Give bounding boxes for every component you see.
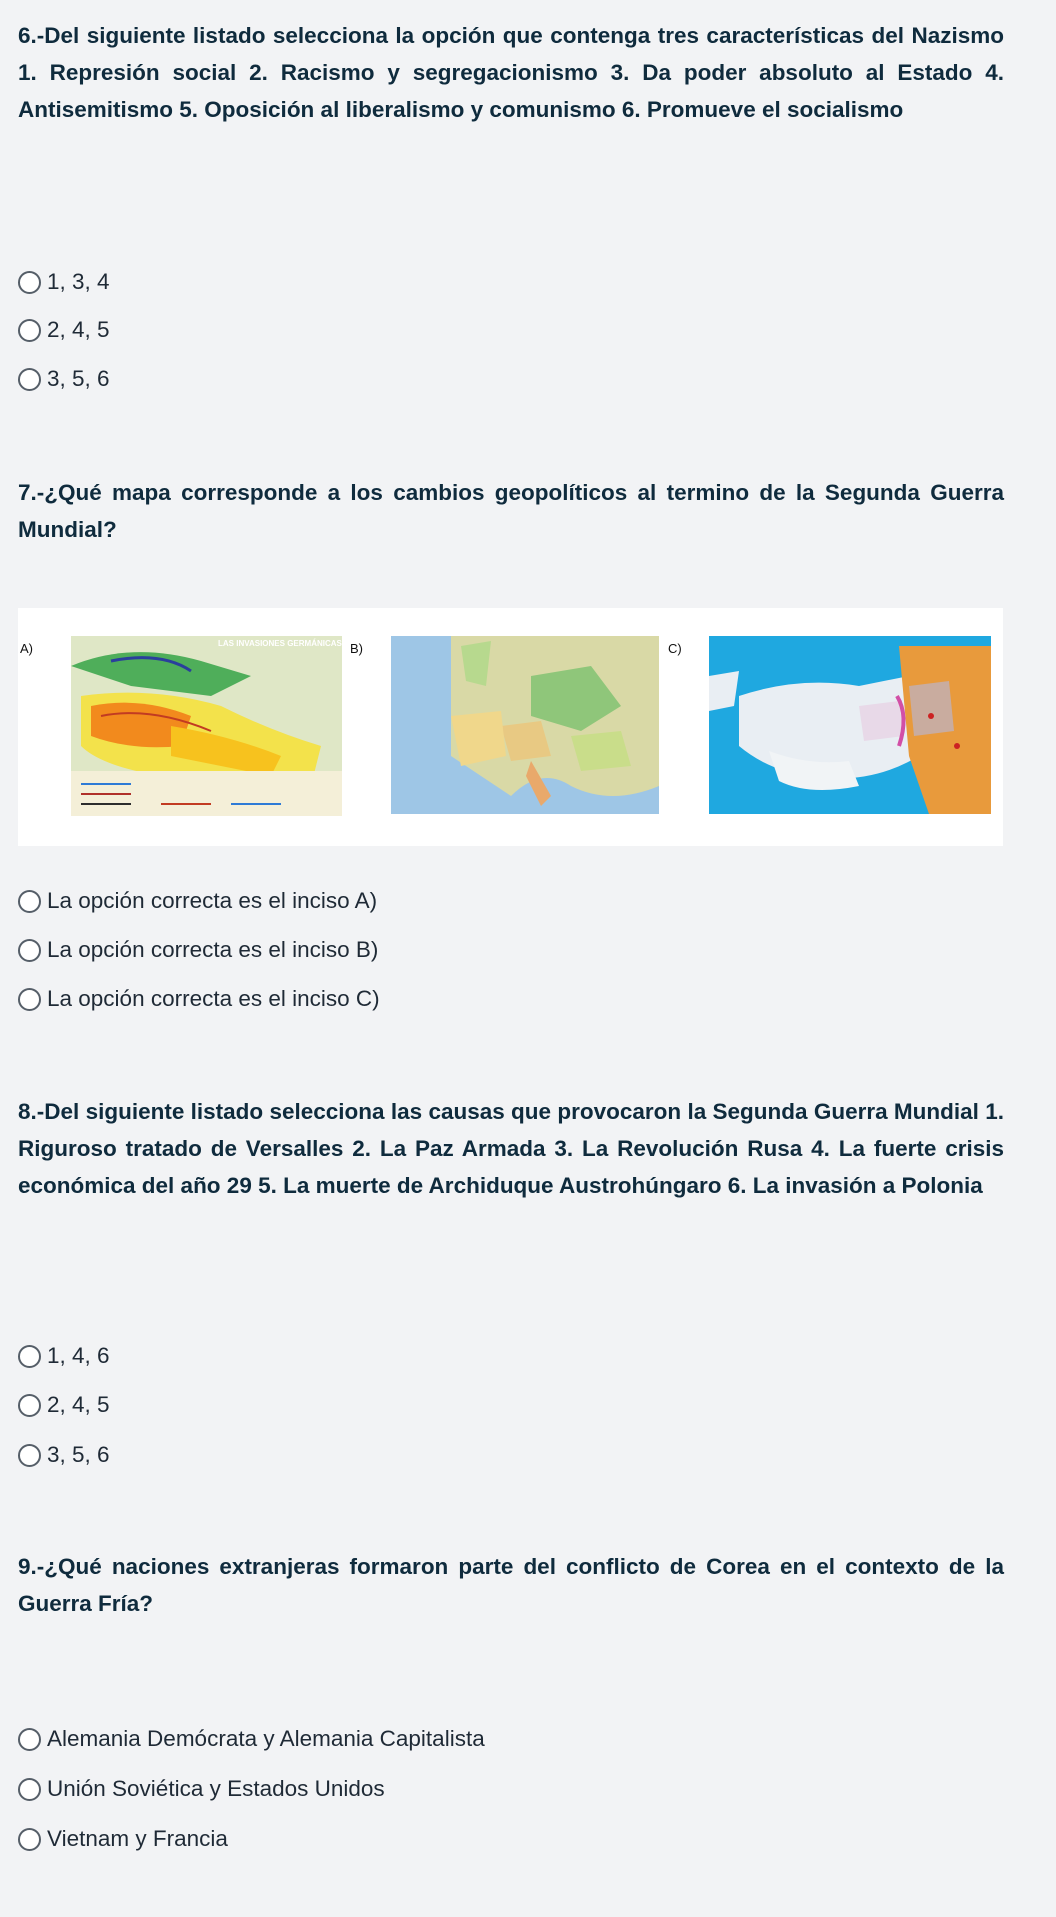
- q9-option-1[interactable]: [18, 1724, 485, 1754]
- q8-option-2[interactable]: [18, 1390, 110, 1420]
- option-label: La opción correcta es el inciso C): [47, 986, 380, 1011]
- option-label: 2, 4, 5: [47, 317, 110, 342]
- radio-button[interactable]: [18, 988, 41, 1011]
- map-b-label: B): [350, 641, 363, 656]
- option-label: La opción correcta es el inciso B): [47, 937, 379, 962]
- option-label: 3, 5, 6: [47, 366, 110, 391]
- q7-option-a[interactable]: [18, 886, 377, 916]
- q6-option-1[interactable]: [18, 267, 110, 297]
- q8-option-3[interactable]: [18, 1440, 110, 1470]
- q9-option-2[interactable]: [18, 1774, 385, 1804]
- question-6-text: 6.-Del siguiente listado selecciona la opción que contenga tres características del Nazismo 1. Represión social 2. Racismo y segregacionismo 3. Da poder absoluto al Estado 4. Antisemitismo 5. Oposición al liberalismo y comunismo 6. Promueve el socialismo: [18, 23, 1004, 122]
- option-label: 2, 4, 5: [47, 1392, 110, 1417]
- radio-button[interactable]: [18, 1828, 41, 1851]
- radio-button[interactable]: [18, 1778, 41, 1801]
- map-a-label: A): [20, 641, 33, 656]
- option-label: 1, 3, 4: [47, 269, 110, 294]
- option-label: Alemania Demócrata y Alemania Capitalista: [47, 1726, 485, 1751]
- maps-panel: [18, 608, 1003, 846]
- map-a-image: [71, 636, 342, 816]
- option-label: Unión Soviética y Estados Unidos: [47, 1776, 385, 1801]
- question-8-text: 8.-Del siguiente listado selecciona las causas que provocaron la Segunda Guerra Mundial 1. Riguroso tratado de Versalles 2. La Paz Armada 3. La Revolución Rusa 4. La fuerte crisis económica del año 29 5. La muerte de Archiduque Austrohúngaro 6. La invasión a Polonia: [18, 1099, 1004, 1198]
- question-7-text: 7.-¿Qué mapa corresponde a los cambios geopolíticos al termino de la Segunda Guerra Mundial?: [18, 480, 1004, 542]
- radio-button[interactable]: [18, 1394, 41, 1417]
- option-label: 3, 5, 6: [47, 1442, 110, 1467]
- radio-button[interactable]: [18, 319, 41, 342]
- radio-button[interactable]: [18, 1728, 41, 1751]
- radio-button[interactable]: [18, 890, 41, 913]
- radio-button[interactable]: [18, 1444, 41, 1467]
- q7-option-b[interactable]: [18, 935, 378, 965]
- q6-option-3[interactable]: [18, 364, 110, 394]
- option-label: La opción correcta es el inciso A): [47, 888, 378, 913]
- q8-option-1[interactable]: [18, 1341, 110, 1371]
- q9-option-3[interactable]: [18, 1824, 228, 1854]
- map-c-image: [709, 636, 991, 814]
- map-a-title: LAS INVASIONES GERMÁNICAS: [218, 639, 342, 648]
- map-c-label: C): [668, 641, 682, 656]
- question-9-text: 9.-¿Qué naciones extranjeras formaron parte del conflicto de Corea en el contexto de la Guerra Fría?: [18, 1554, 1004, 1616]
- option-label: Vietnam y Francia: [47, 1826, 228, 1851]
- radio-button[interactable]: [18, 368, 41, 391]
- q7-option-c[interactable]: [18, 984, 380, 1014]
- radio-button[interactable]: [18, 939, 41, 962]
- radio-button[interactable]: [18, 271, 41, 294]
- map-b-image: [391, 636, 659, 814]
- radio-button[interactable]: [18, 1345, 41, 1368]
- option-label: 1, 4, 6: [47, 1343, 110, 1368]
- q6-option-2[interactable]: [18, 315, 110, 345]
